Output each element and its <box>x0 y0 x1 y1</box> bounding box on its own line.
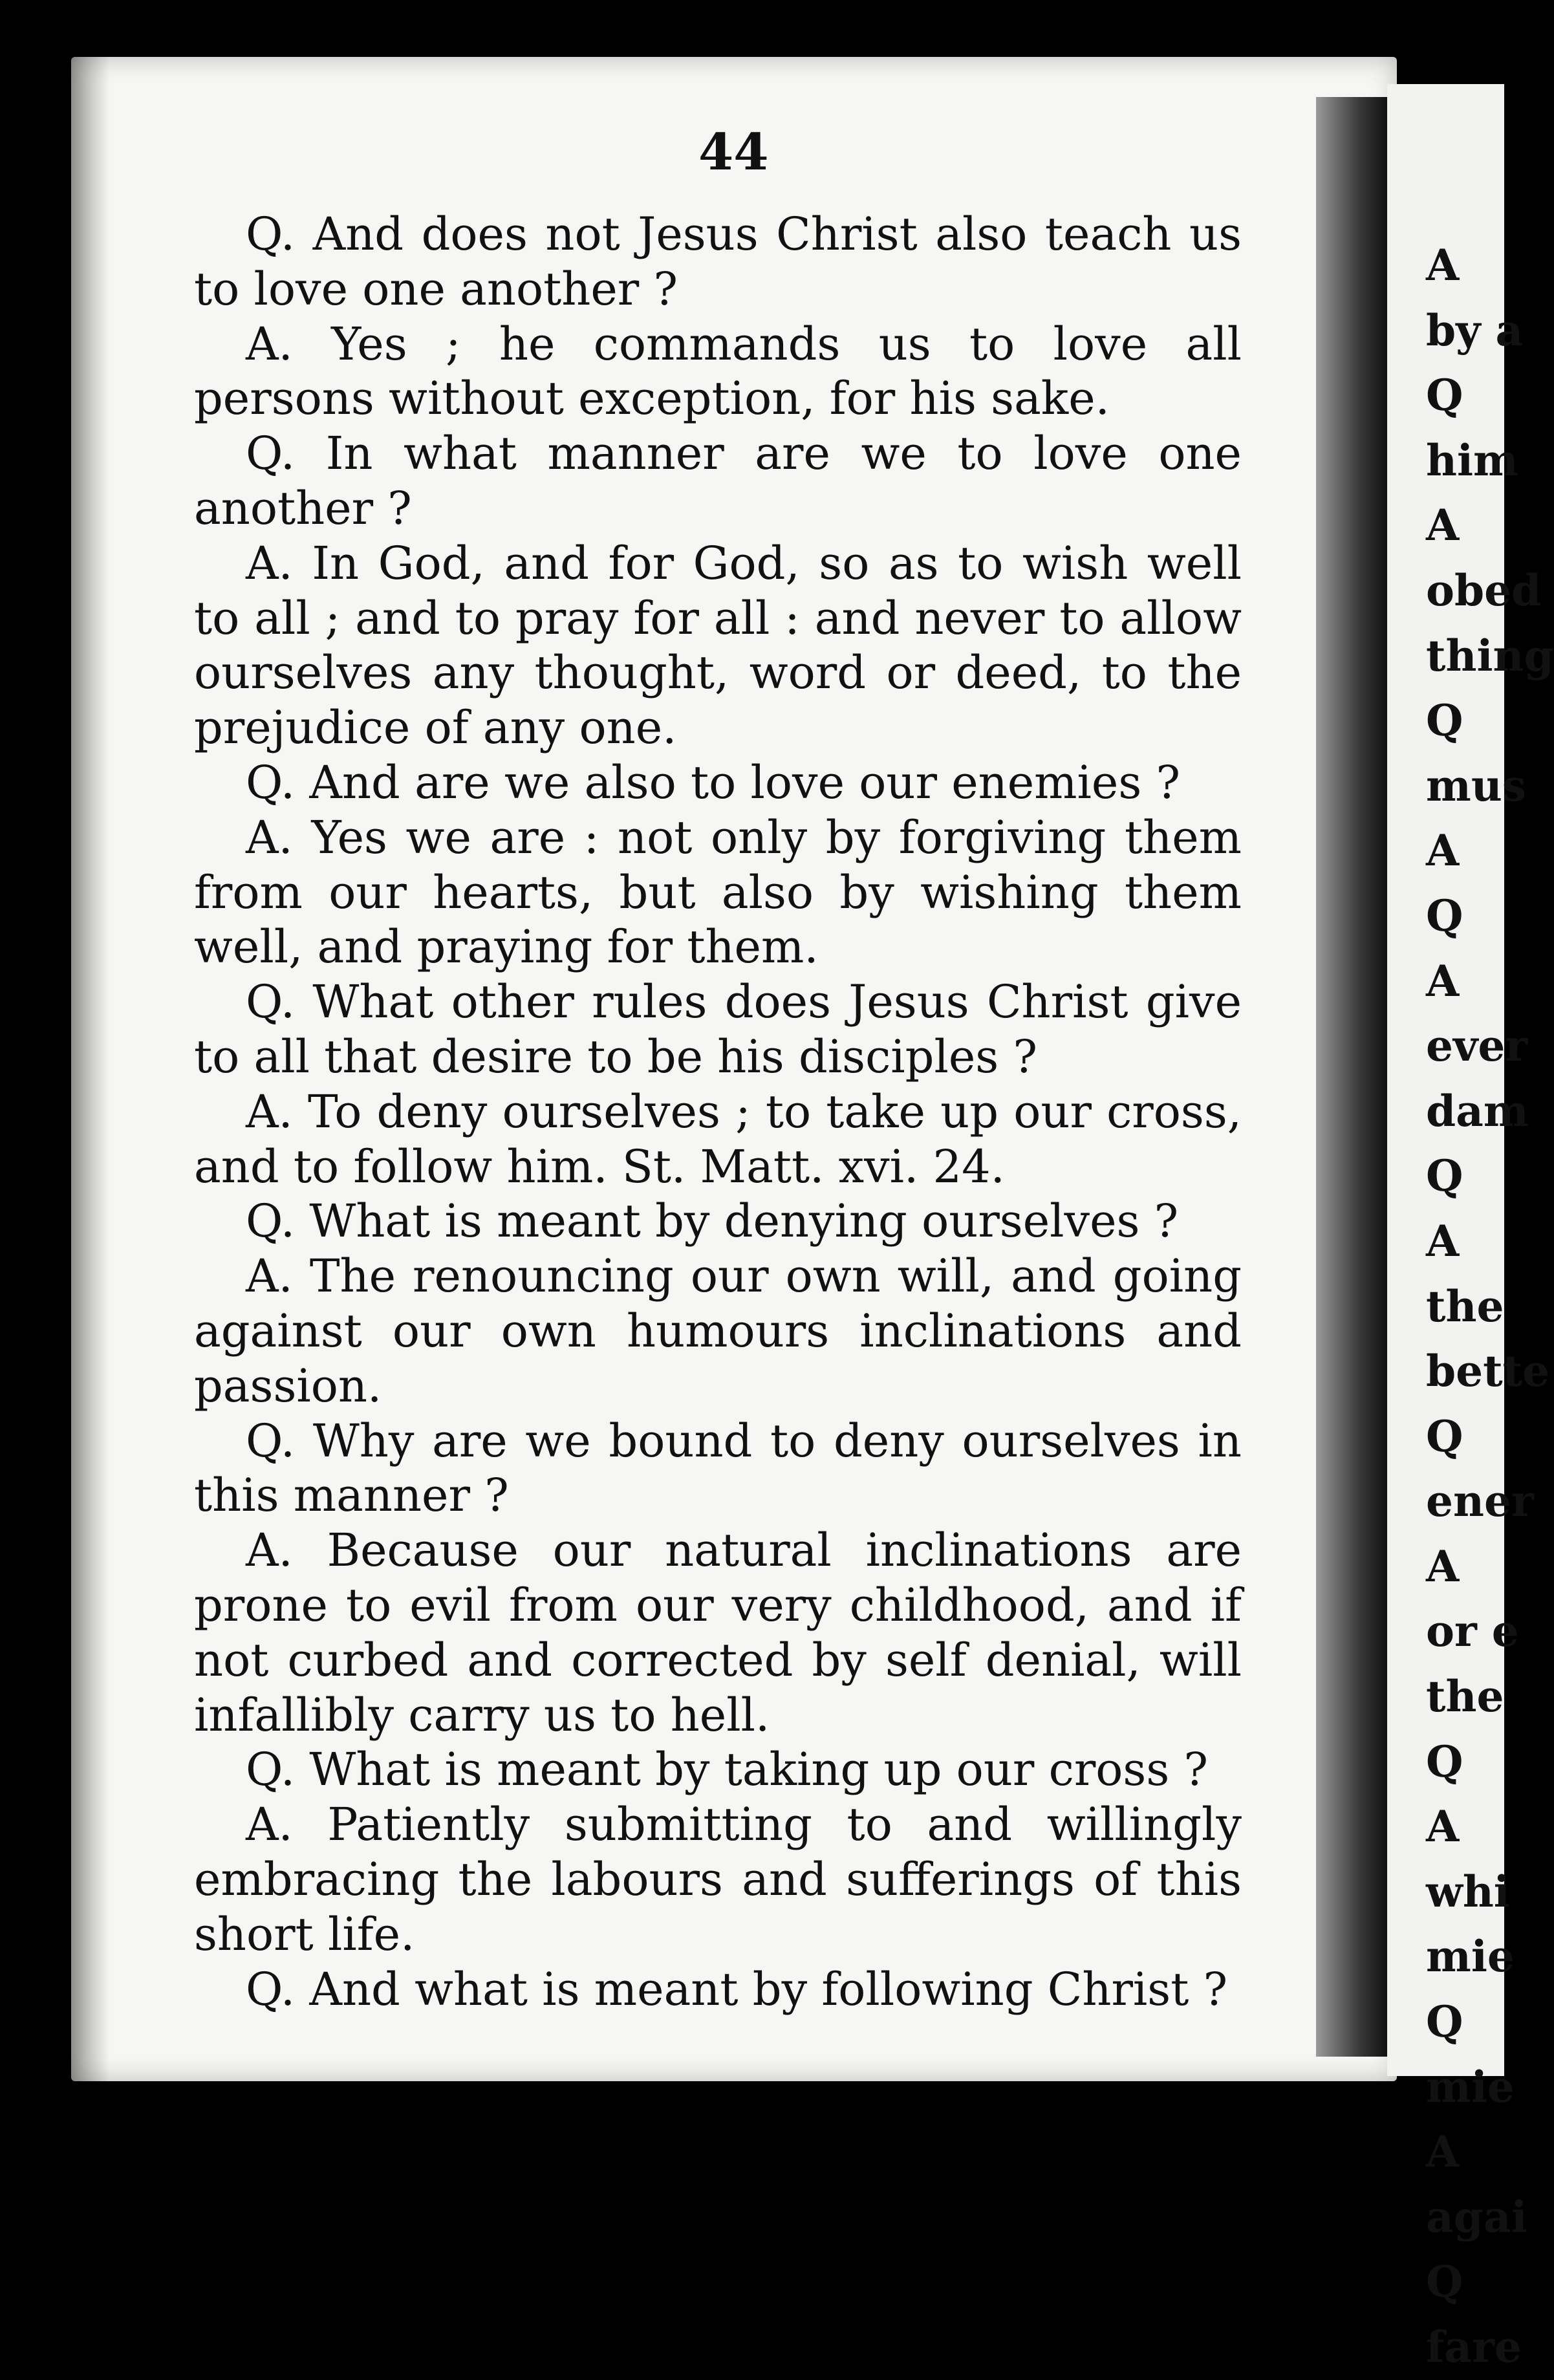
paragraph: A. Patiently submitting to and willingly embracing the labours and sufferings of this short life. <box>194 1798 1242 1961</box>
right-page-line: thing <box>1426 630 1554 681</box>
right-page-line: A <box>1426 1541 1460 1592</box>
paragraph: A. Because our natural inclinations are prone to evil from our very childhood, and if not curbed and corrected by self denial, will infallibly carry us to hell. <box>194 1524 1242 1742</box>
right-page-line: obed <box>1426 565 1542 616</box>
right-page-line: him <box>1426 435 1518 486</box>
right-page-line: Q <box>1426 1996 1463 2048</box>
right-page-line: Q <box>1426 1736 1463 1787</box>
right-page-line: or e <box>1426 1606 1519 1657</box>
right-page-line: bette <box>1426 1346 1550 1397</box>
right-page-line: A <box>1426 1215 1460 1266</box>
paragraph: Q. What other rules does Jesus Christ give to all that desire to be his disciples ? <box>194 975 1242 1083</box>
right-page-line: A <box>1426 825 1460 876</box>
right-page-line: agai <box>1426 2191 1527 2242</box>
paragraph: A. The renouncing our own will, and going against our own humours inclinations and passion. <box>194 1250 1242 1412</box>
right-page-line: Q <box>1426 2256 1463 2308</box>
right-page-text <box>1426 233 1554 2380</box>
paragraph: A. To deny ourselves ; to take up our cross, and to follow him. St. Matt. xvi. 24. <box>194 1085 1242 1193</box>
right-page-line: fare <box>1426 2322 1522 2372</box>
paragraph: Q. In what manner are we to love one another ? <box>194 427 1242 535</box>
right-page-line: A <box>1426 240 1460 290</box>
right-page-line: whi <box>1426 1866 1510 1917</box>
right-page-line: A <box>1426 955 1460 1006</box>
paragraph: Q. And does not Jesus Christ also teach us to love one another ? <box>194 208 1242 316</box>
right-page-line: Q <box>1426 1151 1463 1202</box>
paragraph: Q. And what is meant by following Christ ? <box>246 1962 1228 2016</box>
right-page-line: Q <box>1426 890 1463 941</box>
right-page-line: A <box>1426 500 1460 551</box>
paragraph: A. Yes ; he commands us to love all persons without exception, for his sake. <box>194 317 1242 426</box>
right-page-line: by a <box>1426 305 1524 356</box>
right-page-line: Q <box>1426 695 1463 746</box>
right-page-line: mie <box>1426 2061 1515 2112</box>
right-page-line: dam <box>1426 1085 1529 1136</box>
paragraph: Q. Why are we bound to deny ourselves in this manner ? <box>194 1414 1242 1522</box>
right-page-line: the <box>1426 1671 1504 1722</box>
paragraph: A. Yes we are : not only by forgiving them from our hearts, but also by wishing them well, and praying for them. <box>194 810 1242 974</box>
right-page-line: ener <box>1426 1476 1534 1527</box>
paragraph: Q. What is meant by denying ourselves ? <box>246 1195 1179 1248</box>
page-edge-shadow <box>71 57 110 2081</box>
right-page-line: Q <box>1426 1411 1463 1462</box>
right-page-line: mus <box>1426 760 1526 811</box>
catechism-text <box>194 207 1242 2017</box>
paragraph: Q. What is meant by taking up our cross ? <box>246 1743 1209 1797</box>
right-page-line: ever <box>1426 1021 1528 1072</box>
paragraph: Q. And are we also to love our enemies ? <box>246 755 1181 809</box>
book-gutter <box>1316 97 1387 2057</box>
paragraph: A. In God, and for God, so as to wish well to all ; and to pray for all : and never to allow ourselves any thought, word or deed, to the prejudice of any one. <box>194 536 1242 755</box>
right-page-line: the <box>1426 1281 1504 1332</box>
right-page-line: A <box>1426 1801 1460 1852</box>
right-page-line: Q <box>1426 370 1463 421</box>
right-page-line: A <box>1426 2126 1460 2178</box>
page-number: 44 <box>698 123 769 182</box>
right-page-line: mie <box>1426 1931 1515 1982</box>
